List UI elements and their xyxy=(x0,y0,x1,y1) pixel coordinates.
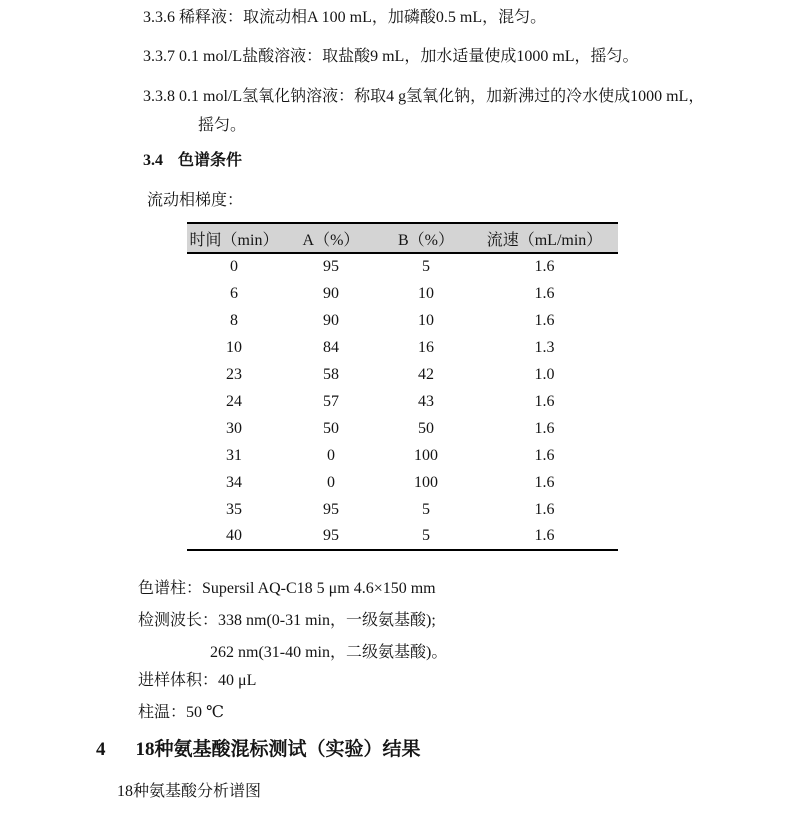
para-3-3-7: 3.3.7 0.1 mol/L盐酸溶液：取盐酸9 mL，加水适量使成1000 mL，摇匀。 xyxy=(143,48,639,65)
cell-time: 35 xyxy=(226,500,242,518)
cell-time: 24 xyxy=(226,392,242,410)
cell-b-percent: 50 xyxy=(418,419,434,437)
cell-flow-rate: 1.3 xyxy=(534,338,555,356)
cell-b-percent: 5 xyxy=(422,258,430,275)
cell-b-percent: 16 xyxy=(418,338,434,356)
column-spec-line: 色谱柱：Supersil AQ-C18 5 μm 4.6×150 mm xyxy=(138,580,436,597)
cell-b-percent: 10 xyxy=(418,311,434,329)
cell-b-percent: 5 xyxy=(422,500,430,518)
cell-time: 23 xyxy=(226,365,242,383)
cell-time: 34 xyxy=(226,473,242,491)
cell-b-percent: 42 xyxy=(418,365,434,383)
gradient-label: 流动相梯度： xyxy=(147,192,244,209)
para-3-3-8-line2: 摇匀。 xyxy=(198,117,247,134)
cell-time: 40 xyxy=(226,527,242,544)
cell-flow-rate: 1.6 xyxy=(534,258,555,275)
table-row xyxy=(187,253,618,280)
cell-a-percent: 90 xyxy=(323,311,339,329)
section-title: 18种氨基酸混标测试（实验）结果 xyxy=(135,739,421,760)
cell-flow-rate: 1.6 xyxy=(534,446,555,464)
cell-b-percent: 5 xyxy=(422,527,430,544)
section-heading-3-4 xyxy=(143,151,242,171)
cell-flow-rate: 1.6 xyxy=(534,473,555,491)
col-header-time: 时间（min） xyxy=(187,223,281,253)
cell-time: 6 xyxy=(230,284,238,302)
cell-time: 31 xyxy=(226,446,242,464)
wavelength-line-2: 262 nm(31-40 min，二级氨基酸)。 xyxy=(210,644,448,661)
table-row xyxy=(187,442,618,469)
figure-caption: 18种氨基酸分析谱图 xyxy=(117,783,262,800)
cell-b-percent: 43 xyxy=(418,392,434,410)
table-row xyxy=(187,523,618,550)
cell-a-percent: 57 xyxy=(323,392,339,410)
table-row xyxy=(187,388,618,415)
cell-a-percent: 90 xyxy=(323,284,339,302)
section-heading-4 xyxy=(96,738,421,762)
wavelength-line-1: 检测波长：338 nm(0-31 min，一级氨基酸); xyxy=(138,612,436,629)
col-header-flow-rate: 流速（mL/min） xyxy=(471,223,618,253)
table-row xyxy=(187,334,618,361)
cell-b-percent: 10 xyxy=(418,284,434,302)
cell-flow-rate: 1.6 xyxy=(534,311,555,329)
cell-a-percent: 50 xyxy=(323,419,339,437)
cell-time: 8 xyxy=(230,311,238,329)
table-row xyxy=(187,280,618,307)
cell-a-percent: 0 xyxy=(327,446,335,464)
cell-flow-rate: 1.6 xyxy=(534,419,555,437)
cell-time: 0 xyxy=(230,258,238,275)
cell-flow-rate: 1.6 xyxy=(534,392,555,410)
cell-time: 30 xyxy=(226,419,242,437)
cell-b-percent: 100 xyxy=(414,446,438,464)
table-row xyxy=(187,415,618,442)
section-number: 3.4 xyxy=(143,152,163,169)
section-number: 4 xyxy=(96,739,106,760)
col-header-b-percent: B（%） xyxy=(381,223,471,253)
table-row xyxy=(187,307,618,334)
injection-volume-line: 进样体积：40 μL xyxy=(138,672,257,689)
cell-flow-rate: 1.6 xyxy=(534,500,555,518)
cell-a-percent: 0 xyxy=(327,473,335,491)
para-3-3-8-line1: 3.3.8 0.1 mol/L氢氧化钠溶液：称取4 g氢氧化钠，加新沸过的冷水使成1000 mL， xyxy=(143,88,705,105)
table-row xyxy=(187,361,618,388)
cell-a-percent: 95 xyxy=(323,258,339,275)
gradient-table xyxy=(187,222,618,551)
cell-a-percent: 95 xyxy=(323,500,339,518)
cell-a-percent: 58 xyxy=(323,365,339,383)
section-title: 色谱条件 xyxy=(178,152,243,169)
cell-a-percent: 84 xyxy=(323,338,339,356)
cell-a-percent: 95 xyxy=(323,527,339,544)
cell-b-percent: 100 xyxy=(414,473,438,491)
gradient-table-body xyxy=(187,253,618,550)
table-row xyxy=(187,469,618,496)
para-3-3-6: 3.3.6 稀释液：取流动相A 100 mL，加磷酸0.5 mL，混匀。 xyxy=(143,9,547,26)
cell-flow-rate: 1.6 xyxy=(534,527,555,544)
table-row xyxy=(187,496,618,523)
cell-flow-rate: 1.0 xyxy=(534,365,555,383)
col-header-a-percent: A（%） xyxy=(281,223,381,253)
cell-flow-rate: 1.6 xyxy=(534,284,555,302)
column-temperature-line: 柱温：50 ℃ xyxy=(138,704,224,721)
gradient-table-header-row xyxy=(187,223,618,253)
cell-time: 10 xyxy=(226,338,242,356)
